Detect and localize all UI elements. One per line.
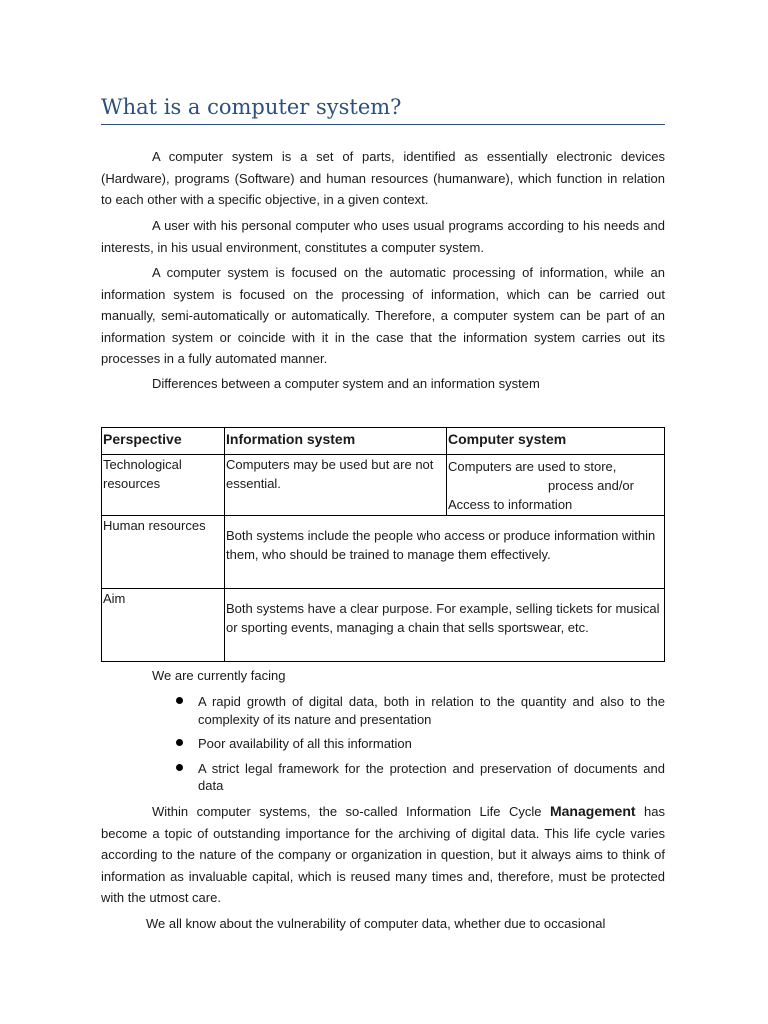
table-row	[102, 455, 665, 516]
list-item-text: Poor availability of all this information	[198, 736, 412, 751]
cell-line: process and/or	[548, 478, 634, 493]
facing-intro: We are currently facing	[152, 668, 286, 683]
list-item-text: A strict legal framework for the protection and preservation of documents and data	[198, 760, 665, 793]
table-header-cell: Computer system	[447, 428, 665, 455]
list-item	[101, 760, 665, 795]
table-row	[102, 589, 665, 662]
bullet-icon	[176, 764, 183, 771]
table-header-cell: Information system	[225, 428, 447, 455]
table-header-cell: Perspective	[102, 428, 225, 455]
bullet-list	[101, 693, 665, 802]
cell-line: Access to information	[448, 497, 573, 512]
table-cell	[447, 455, 665, 516]
table-cell: Computers may be used but are not essential.	[225, 455, 447, 516]
list-item	[101, 693, 665, 728]
bullet-icon	[176, 697, 183, 704]
table-cell: Both systems include the people who access or produce information within them, who should be trained to manage them effectively.	[225, 516, 665, 589]
paragraph-vulnerability: We all know about the vulnerability of computer data, whether due to occasional	[146, 916, 606, 931]
list-item-text: A rapid growth of digital data, both in relation to the quantity and also to the complexity of its nature and presentation	[198, 694, 665, 727]
differences-table	[101, 427, 665, 662]
text-run-bold: Management	[549, 803, 636, 819]
text-run: Within computer systems, the so-called Information Life Cycle	[152, 804, 550, 819]
bullet-icon	[176, 739, 183, 746]
paragraph-differences-heading: Differences between a computer system and an information system	[152, 376, 540, 391]
table-cell: Aim	[102, 589, 225, 662]
paragraph-life-cycle	[101, 801, 665, 909]
paragraph-definition: A computer system is a set of parts, identified as essentially electronic devices (Hardware), programs (Software) and human resources (humanware), which function in relation to each other with a specific objective, in a given context.	[101, 149, 665, 207]
page-title: What is a computer system?	[101, 92, 665, 125]
table-cell: Technological resources	[102, 455, 225, 516]
paragraph-user-example: A user with his personal computer who uses usual programs according to his needs and interests, in his usual environment, constitutes a computer system.	[101, 218, 665, 255]
table-header-row	[102, 428, 665, 455]
list-item	[101, 735, 665, 753]
text-run: has become a topic of outstanding importance for the archiving of digital data. This life cycle varies according to the nature of the company or organization in question, but it always aims to think of information as invaluable capital, which is reused many times and, therefore, must be protected with the utmost care.	[101, 804, 665, 905]
table-cell: Human resources	[102, 516, 225, 589]
paragraph-processing: A computer system is focused on the automatic processing of information, while an information system is focused on the processing of information, which can be carried out manually, semi-automatically or automatically. Therefore, a computer system can be part of an information system or coincide with it in the case that the information system carries out its processes in a fully automated manner.	[101, 265, 665, 366]
cell-line: Computers are used to store,	[448, 459, 617, 474]
table-row	[102, 516, 665, 589]
table-cell: Both systems have a clear purpose. For example, selling tickets for musical or sporting events, managing a chain that sells sportswear, etc.	[225, 589, 665, 662]
